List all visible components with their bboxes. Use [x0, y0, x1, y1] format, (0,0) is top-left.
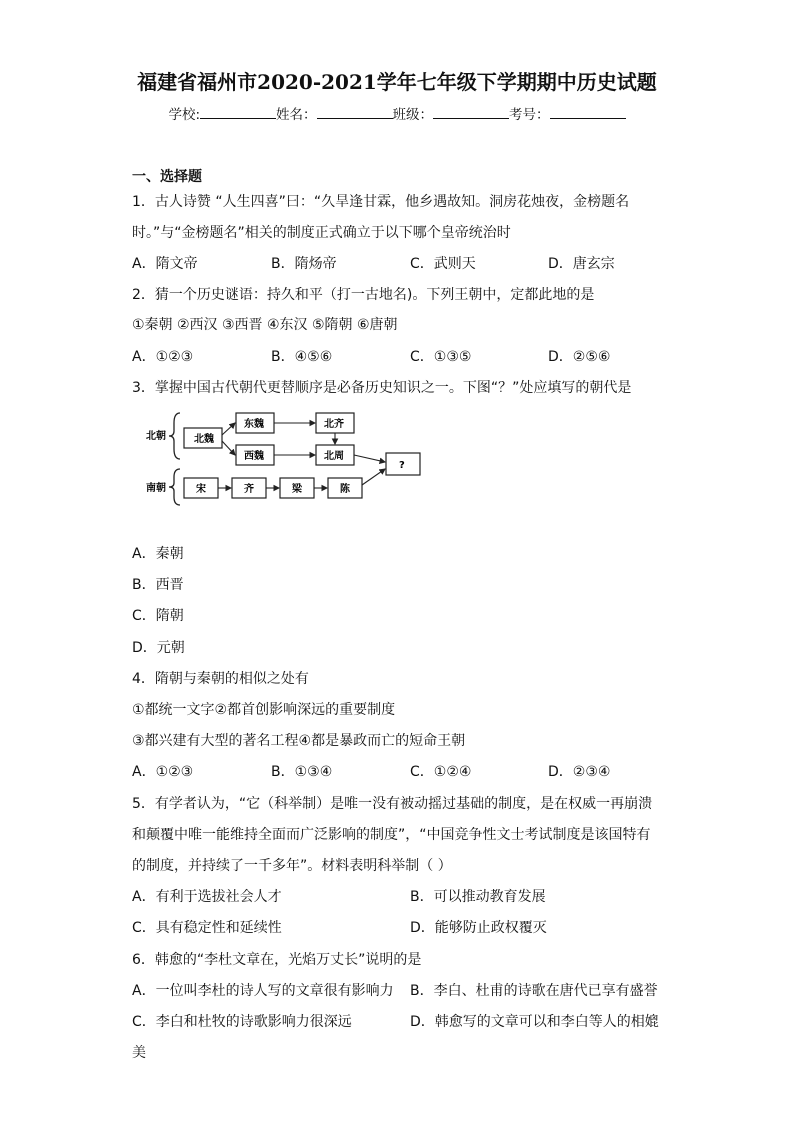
exam-no-blank[interactable]: [550, 105, 626, 119]
q1-option-d[interactable]: D．唐玄宗: [548, 256, 615, 272]
q5-stem-line3: 的制度，并持续了一千多年”。材料表明科举制（ ）: [132, 858, 452, 874]
class-label: 班级：: [392, 107, 434, 123]
student-info-line: [0, 103, 794, 123]
q1-option-a[interactable]: A．隋文帝: [132, 256, 198, 272]
q6-stem-line1: 6．韩愈的“李杜文章在，光焰万丈长”说明的是: [132, 952, 422, 968]
box-song-label: 宋: [196, 484, 206, 495]
box-liang-label: 梁: [292, 484, 302, 495]
school-blank[interactable]: [200, 105, 276, 119]
q1-option-c[interactable]: C．武则天: [410, 256, 476, 272]
box-beiwei-label: 北魏: [194, 434, 214, 445]
arrow-beiwei-dongwei: [222, 423, 235, 435]
q2-stem-line1: 2．猜一个历史谜语：持久和平（打一古地名)。下列王朝中，定都此地的是: [132, 287, 595, 303]
q5-option-b[interactable]: B．可以推动教育发展: [410, 889, 546, 905]
q4-option-a[interactable]: A．①②③: [132, 764, 194, 780]
q3-option-a[interactable]: A．秦朝: [132, 546, 184, 562]
q4-stem-line2: ①都统一文字②都首创影响深远的重要制度: [132, 702, 396, 718]
arrow-beiwei-xiwei: [222, 441, 235, 455]
q6-option-b[interactable]: B．李白、杜甫的诗歌在唐代已享有盛誉: [410, 983, 658, 999]
q6-option-c[interactable]: C．李白和杜牧的诗歌影响力很深远: [132, 1014, 352, 1030]
q5-option-c[interactable]: C．具有稳定性和延续性: [132, 920, 282, 936]
q1-option-b[interactable]: B．隋炀帝: [271, 256, 337, 272]
name-label: 姓名：: [276, 107, 317, 123]
q3-option-d[interactable]: D．元朝: [132, 640, 185, 656]
arrow-chen-unknown: [362, 469, 385, 485]
q2-option-a[interactable]: A．①②③: [132, 349, 194, 365]
north-brace: [169, 413, 180, 459]
q2-option-c[interactable]: C．①③⑤: [410, 349, 472, 365]
box-xiwei-label: 西魏: [244, 451, 264, 462]
q2-option-d[interactable]: D．②⑤⑥: [548, 349, 611, 365]
q6-option-d-wrap: 美: [132, 1045, 146, 1061]
box-unknown-label: ?: [399, 460, 405, 471]
name-blank[interactable]: [317, 105, 393, 119]
school-label: 学校:: [168, 107, 201, 123]
q4-stem-line3: ③都兴建有大型的著名工程④都是暴政而亡的短命王朝: [132, 733, 466, 749]
q5-option-d[interactable]: D．能够防止政权覆灭: [410, 920, 547, 936]
box-dongwei-label: 东魏: [244, 419, 264, 430]
q3-stem-line1: 3．掌握中国古代朝代更替顺序是必备历史知识之一。下图“？”处应填写的朝代是: [132, 380, 632, 396]
q6-option-d[interactable]: D．韩愈写的文章可以和李白等人的相媲: [410, 1014, 659, 1030]
box-qi-label: 齐: [244, 484, 254, 495]
q4-option-b[interactable]: B．①③④: [271, 764, 333, 780]
south-brace: [169, 469, 180, 505]
q5-stem-line1: 5．有学者认为，“它（科举制）是唯一没有被动摇过基础的制度，是在权威一再崩溃: [132, 796, 653, 812]
q4-option-c[interactable]: C．①②④: [410, 764, 472, 780]
south-dynasties-label: 南朝: [146, 483, 166, 494]
q2-stem-line2: ①秦朝 ②西汉 ③西晋 ④东汉 ⑤隋朝 ⑥唐朝: [132, 317, 398, 333]
page-title: 福建省福州市2020-2021学年七年级下学期期中历史试题: [137, 70, 657, 94]
q2-option-b[interactable]: B．④⑤⑥: [271, 349, 333, 365]
exam-no-label: 考号：: [509, 107, 550, 123]
north-dynasties-label: 北朝: [146, 431, 166, 442]
box-beizhou-label: 北周: [324, 451, 344, 462]
q6-option-a[interactable]: A．一位叫李杜的诗人写的文章很有影响力: [132, 983, 394, 999]
box-chen-label: 陈: [340, 484, 350, 495]
class-blank[interactable]: [433, 105, 509, 119]
q1-stem-line2: 时。”与“金榜题名”相关的制度正式确立于以下哪个皇帝统治时: [132, 225, 511, 241]
box-beiqi-label: 北齐: [324, 419, 344, 430]
section-heading: 一、选择题: [132, 169, 202, 185]
q3-option-c[interactable]: C．隋朝: [132, 608, 184, 624]
arrow-beizhou-unknown: [354, 455, 385, 462]
q5-stem-line2: 和颠覆中唯一能维持全面而广泛影响的制度”，“中国竞争性文士考试制度是该国特有: [132, 827, 651, 843]
q1-stem-line1: 1．古人诗赞 “人生四喜”曰：“久旱逢甘霖，他乡遇故知。洞房花烛夜，金榜题名: [132, 194, 630, 210]
q3-option-b[interactable]: B．西晋: [132, 577, 184, 593]
q5-option-a[interactable]: A．有利于选拔社会人才: [132, 889, 282, 905]
q4-option-d[interactable]: D．②③④: [548, 764, 611, 780]
q4-stem-line1: 4．隋朝与秦朝的相似之处有: [132, 671, 309, 687]
dynasty-flow-diagram: [140, 405, 440, 510]
